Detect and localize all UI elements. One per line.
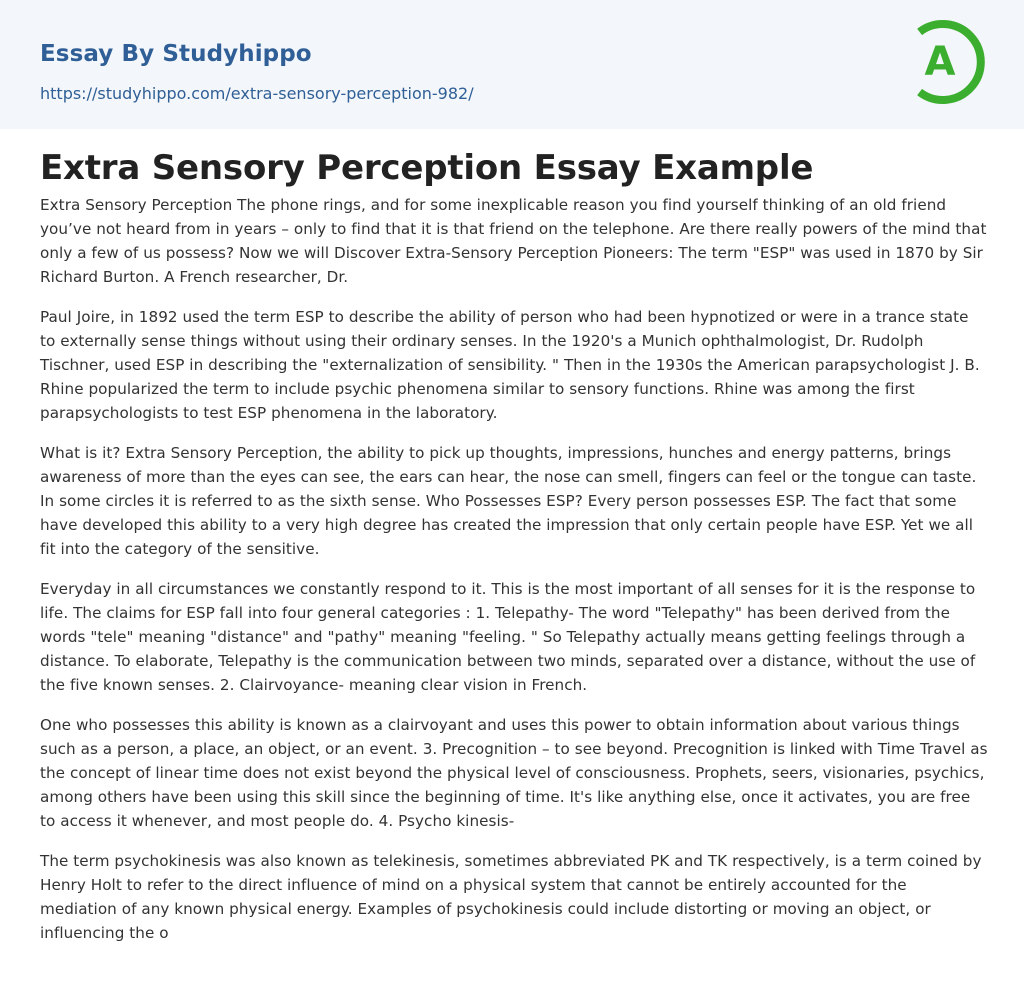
essay-paragraph: One who possesses this ability is known as a clairvoyant and uses this power to obtain information about various things such as a person, a place, an object, or an event. 3. Precognition – to see beyond. Precognition is linked with Time Travel as the concept of linear time does not exist beyond the physical level of consciousness. Prophets, seers, visionaries, psychics, among others have been using this skill since the beginning of time. It's like anything else, once it activates, you are free to access it whenever, and most people do. 4. Psycho kinesis- bbox=[40, 716, 988, 830]
essay-title: Extra Sensory Perception Essay Example bbox=[40, 148, 814, 188]
essay-paragraph: What is it? Extra Sensory Perception, the ability to pick up thoughts, impressions, hunches and energy patterns, brings awareness of more than the eyes can see, the ears can hear, the nose can smell, fingers can feel or the tongue can taste. In some circles it is referred to as the sixth sense. Who Possesses ESP? Every person possesses ESP. The fact that some have developed this ability to a very high degree has created the impression that only certain people have ESP. Yet we all fit into the category of the sensitive. bbox=[40, 444, 977, 558]
essay-content bbox=[40, 129, 988, 945]
essay-paragraph: Everyday in all circumstances we constantly respond to it. This is the most important of all senses for it is the response to life. The claims for ESP fall into four general categories : 1. Telepathy- The word "Telepathy" has been derived from the words "tele" meaning "distance" and "pathy" meaning "feeling. " So Telepathy actually means getting feelings through a distance. To elaborate, Telepathy is the communication between two minds, separated over a distance, without the use of the five known senses. 2. Clairvoyance- meaning clear vision in French. bbox=[40, 580, 976, 694]
page-header bbox=[0, 0, 1024, 129]
studyhippo-logo[interactable] bbox=[913, 19, 985, 105]
essay-paragraph: Paul Joire, in 1892 used the term ESP to describe the ability of person who had been hypnotized or were in a trance state to externally sense things without using their ordinary senses. In the 1920's a Munich ophthalmologist, Dr. Rudolph Tischner, used ESP in describing the "externalization of sensibility. " Then in the 1930s the American parapsychologist J. B. Rhine popularized the term to include psychic phenomena similar to sensory functions. Rhine was among the first parapsychologists to test ESP phenomena in the laboratory. bbox=[40, 308, 980, 422]
site-brand[interactable]: Essay By Studyhippo bbox=[40, 41, 312, 67]
essay-paragraph: Extra Sensory Perception The phone rings, and for some inexplicable reason you find yourself thinking of an old friend you’ve not heard from in years – only to find that it is that friend on the telephone. Are there really powers of the mind that only a few of us possess? Now we will Discover Extra-Sensory Perception Pioneers: The term "ESP" was used in 1870 by Sir Richard Burton. A French researcher, Dr. bbox=[40, 196, 987, 286]
essay-paragraph: The term psychokinesis was also known as telekinesis, sometimes abbreviated PK and TK respectively, is a term coined by Henry Holt to refer to the direct influence of mind on a physical system that cannot be entirely accounted for the mediation of any known physical energy. Examples of psychokinesis could include distorting or moving an object, or influencing the o bbox=[40, 852, 982, 942]
logo-letter: A bbox=[924, 39, 956, 85]
essay-url-link[interactable]: https://studyhippo.com/extra-sensory-perception-982/ bbox=[40, 84, 474, 103]
logo-ring-icon bbox=[913, 19, 985, 105]
